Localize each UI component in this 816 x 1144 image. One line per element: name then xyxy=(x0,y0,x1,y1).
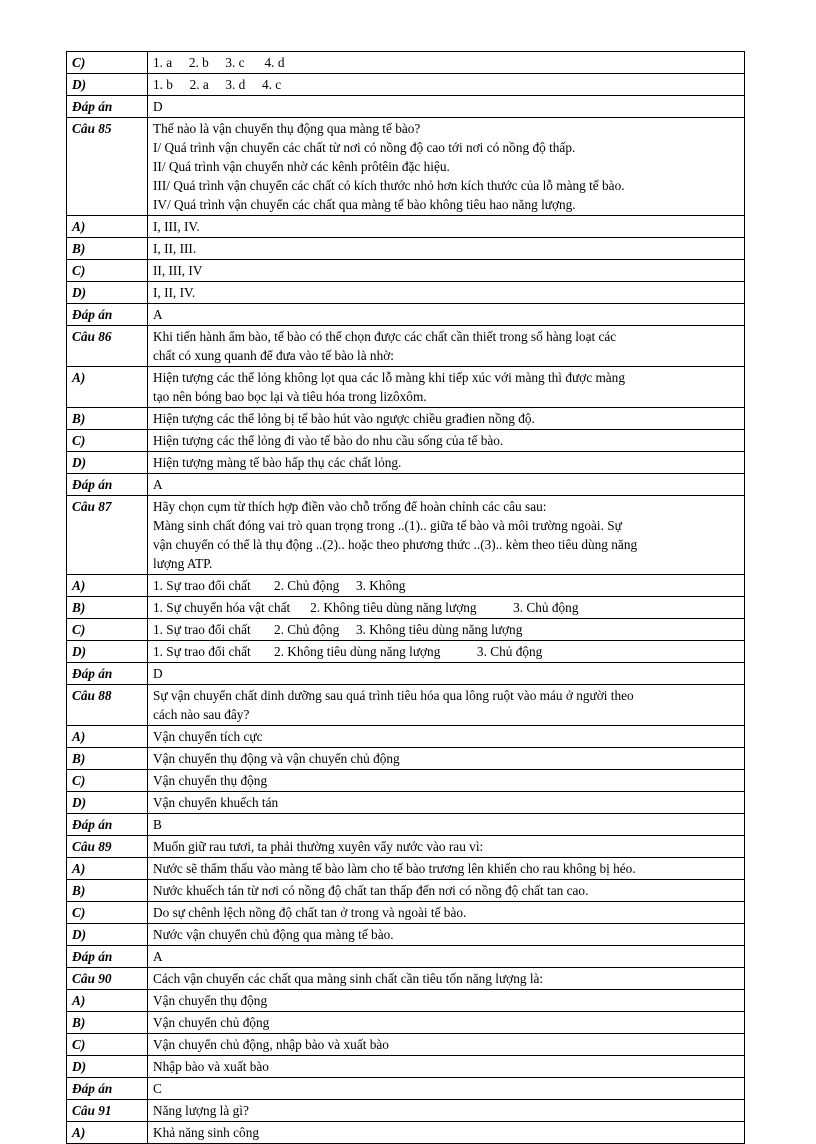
content-line: 1. Sự chuyển hóa vật chất 2. Không tiêu dùng năng lượng 3. Chủ động xyxy=(153,600,579,615)
table-row xyxy=(67,430,745,452)
content-line: IV/ Quá trình vận chuyển các chất qua màng tế bào không tiêu hao năng lượng. xyxy=(153,197,576,212)
content-line: Sự vận chuyển chất dinh dưỡng sau quá trình tiêu hóa qua lông ruột vào máu ở người theo xyxy=(153,688,634,703)
row-content xyxy=(148,1012,745,1034)
table-row xyxy=(67,1012,745,1034)
row-content xyxy=(148,858,745,880)
row-label: Đáp án xyxy=(67,946,148,968)
content-line: Năng lượng là gì? xyxy=(153,1103,249,1118)
row-label: A) xyxy=(67,575,148,597)
table-row xyxy=(67,452,745,474)
row-content xyxy=(148,1056,745,1078)
content-line: B xyxy=(153,817,162,832)
row-content xyxy=(148,946,745,968)
content-line: Cách vận chuyển các chất qua màng sinh chất cần tiêu tốn năng lượng là: xyxy=(153,971,544,986)
content-line: Hãy chọn cụm từ thích hợp điền vào chỗ trống để hoàn chỉnh các câu sau: xyxy=(153,499,547,514)
row-label: Câu 91 xyxy=(67,1100,148,1122)
row-label: Đáp án xyxy=(67,1078,148,1100)
row-label: Đáp án xyxy=(67,474,148,496)
quiz-table-body xyxy=(67,52,745,1144)
row-label: A) xyxy=(67,858,148,880)
table-row xyxy=(67,946,745,968)
content-line: vận chuyển có thể là thụ động ..(2).. hoặc theo phương thức ..(3).. kèm theo tiêu dùng năng xyxy=(153,537,638,552)
row-content xyxy=(148,260,745,282)
content-line: III/ Quá trình vận chuyển các chất có kích thước nhỏ hơn kích thước của lỗ màng tế bào. xyxy=(153,178,625,193)
table-row xyxy=(67,792,745,814)
row-label: Đáp án xyxy=(67,814,148,836)
content-line: I, III, IV. xyxy=(153,219,200,234)
content-line: tạo nên bóng bao bọc lại và tiêu hóa trong lizôxôm. xyxy=(153,389,427,404)
content-line: Nước khuếch tán từ nơi có nồng độ chất tan thấp đến nơi có nồng độ chất tan cao. xyxy=(153,883,589,898)
row-content xyxy=(148,770,745,792)
row-content xyxy=(148,663,745,685)
row-label: B) xyxy=(67,748,148,770)
row-content xyxy=(148,814,745,836)
row-content xyxy=(148,619,745,641)
row-label: C) xyxy=(67,430,148,452)
row-label: D) xyxy=(67,282,148,304)
row-label: B) xyxy=(67,597,148,619)
row-content xyxy=(148,430,745,452)
row-content xyxy=(148,216,745,238)
row-label: B) xyxy=(67,1012,148,1034)
content-line: A xyxy=(153,477,163,492)
row-label: Câu 87 xyxy=(67,496,148,575)
table-row xyxy=(67,367,745,408)
row-content xyxy=(148,496,745,575)
table-row xyxy=(67,1034,745,1056)
table-row xyxy=(67,52,745,74)
row-content xyxy=(148,74,745,96)
row-label: D) xyxy=(67,74,148,96)
content-line: Thế nào là vận chuyển thụ động qua màng tế bào? xyxy=(153,121,421,136)
row-label: B) xyxy=(67,408,148,430)
table-row xyxy=(67,118,745,216)
table-row xyxy=(67,836,745,858)
row-content xyxy=(148,238,745,260)
content-line: Nước vận chuyển chủ động qua màng tế bào. xyxy=(153,927,394,942)
row-label: C) xyxy=(67,619,148,641)
content-line: Vận chuyển tích cực xyxy=(153,729,263,744)
table-row xyxy=(67,575,745,597)
content-line: chất có xung quanh để đưa vào tế bào là nhờ: xyxy=(153,348,394,363)
content-line: Do sự chênh lệch nồng độ chất tan ở trong và ngoài tế bào. xyxy=(153,905,467,920)
row-content xyxy=(148,968,745,990)
row-content xyxy=(148,726,745,748)
content-line: Hiện tượng các thể lỏng không lọt qua các lỗ màng khi tiếp xúc với màng thì được màng xyxy=(153,370,625,385)
row-label: C) xyxy=(67,1034,148,1056)
row-label: D) xyxy=(67,452,148,474)
table-row xyxy=(67,968,745,990)
table-row xyxy=(67,408,745,430)
content-line: Màng sinh chất đóng vai trò quan trọng trong ..(1).. giữa tế bào và môi trường ngoài. Sự xyxy=(153,518,622,533)
table-row xyxy=(67,880,745,902)
table-row xyxy=(67,260,745,282)
table-row xyxy=(67,474,745,496)
row-content xyxy=(148,408,745,430)
content-line: Muốn giữ rau tươi, ta phải thường xuyên vẩy nước vào rau vì: xyxy=(153,839,484,854)
content-line: A xyxy=(153,307,163,322)
table-row xyxy=(67,496,745,575)
table-row xyxy=(67,770,745,792)
table-row xyxy=(67,304,745,326)
content-line: Vận chuyển thụ động xyxy=(153,773,268,788)
row-label: Đáp án xyxy=(67,663,148,685)
content-line: Hiện tượng màng tế bào hấp thụ các chất lỏng. xyxy=(153,455,402,470)
row-content xyxy=(148,836,745,858)
table-row xyxy=(67,902,745,924)
row-content xyxy=(148,902,745,924)
row-label: C) xyxy=(67,52,148,74)
row-label: Đáp án xyxy=(67,304,148,326)
table-row xyxy=(67,726,745,748)
row-content xyxy=(148,575,745,597)
row-content xyxy=(148,326,745,367)
content-line: I/ Quá trình vận chuyển các chất từ nơi có nồng độ cao tới nơi có nồng độ thấp. xyxy=(153,140,576,155)
row-label: D) xyxy=(67,641,148,663)
row-label: D) xyxy=(67,924,148,946)
table-row xyxy=(67,924,745,946)
row-label: Câu 89 xyxy=(67,836,148,858)
row-label: B) xyxy=(67,880,148,902)
table-row xyxy=(67,1122,745,1144)
content-line: Hiện tượng các thể lỏng bị tế bào hút vào ngược chiều građien nồng độ. xyxy=(153,411,535,426)
table-row xyxy=(67,663,745,685)
row-content xyxy=(148,304,745,326)
table-row xyxy=(67,216,745,238)
row-label: A) xyxy=(67,990,148,1012)
table-row xyxy=(67,326,745,367)
content-line: Nước sẽ thẩm thấu vào màng tế bào làm cho tế bào trương lên khiến cho rau không bị héo. xyxy=(153,861,636,876)
content-line: I, II, III. xyxy=(153,241,197,256)
row-content xyxy=(148,118,745,216)
row-label: Câu 86 xyxy=(67,326,148,367)
content-line: II/ Quá trình vận chuyển nhờ các kênh prôtêin đặc hiệu. xyxy=(153,159,450,174)
content-line: Vận chuyển chủ động xyxy=(153,1015,270,1030)
content-line: 1. Sự trao đổi chất 2. Không tiêu dùng năng lượng 3. Chủ động xyxy=(153,644,543,659)
content-line: C xyxy=(153,1081,162,1096)
content-line: Vận chuyển khuếch tán xyxy=(153,795,279,810)
row-label: A) xyxy=(67,216,148,238)
row-label: A) xyxy=(67,726,148,748)
table-row xyxy=(67,858,745,880)
table-row xyxy=(67,74,745,96)
row-content xyxy=(148,1034,745,1056)
table-row xyxy=(67,1056,745,1078)
row-label: B) xyxy=(67,238,148,260)
table-row xyxy=(67,641,745,663)
row-content xyxy=(148,474,745,496)
content-line: Vận chuyển thụ động và vận chuyển chủ động xyxy=(153,751,400,766)
row-content xyxy=(148,452,745,474)
row-label: C) xyxy=(67,770,148,792)
table-row xyxy=(67,282,745,304)
quiz-document xyxy=(66,51,745,1144)
content-line: Nhập bào và xuất bào xyxy=(153,1059,269,1074)
quiz-table xyxy=(66,51,745,1144)
row-content xyxy=(148,96,745,118)
content-line: II, III, IV xyxy=(153,263,203,278)
table-row xyxy=(67,619,745,641)
row-label: D) xyxy=(67,1056,148,1078)
content-line: A xyxy=(153,949,163,964)
content-line: 1. b 2. a 3. d 4. c xyxy=(153,77,282,92)
row-content xyxy=(148,748,745,770)
table-row xyxy=(67,597,745,619)
table-row xyxy=(67,238,745,260)
row-label: Câu 85 xyxy=(67,118,148,216)
row-label: C) xyxy=(67,902,148,924)
table-row xyxy=(67,1078,745,1100)
row-content xyxy=(148,880,745,902)
row-label: C) xyxy=(67,260,148,282)
row-content xyxy=(148,597,745,619)
content-line: Khi tiến hành ẩm bào, tế bào có thể chọn được các chất cần thiết trong số hàng loạt các xyxy=(153,329,617,344)
content-line: lượng ATP. xyxy=(153,556,213,571)
row-content xyxy=(148,1100,745,1122)
content-line: 1. Sự trao đổi chất 2. Chủ động 3. Không tiêu dùng năng lượng xyxy=(153,622,523,637)
table-row xyxy=(67,990,745,1012)
row-label: Câu 88 xyxy=(67,685,148,726)
content-line: D xyxy=(153,99,163,114)
content-line: 1. Sự trao đổi chất 2. Chủ động 3. Không xyxy=(153,578,406,593)
row-label: A) xyxy=(67,367,148,408)
row-content xyxy=(148,367,745,408)
content-line: Vận chuyển chủ động, nhập bào và xuất bào xyxy=(153,1037,389,1052)
row-content xyxy=(148,924,745,946)
table-row xyxy=(67,96,745,118)
content-line: cách nào sau đây? xyxy=(153,707,250,722)
content-line: D xyxy=(153,666,163,681)
row-content xyxy=(148,1122,745,1144)
row-content xyxy=(148,792,745,814)
content-line: I, II, IV. xyxy=(153,285,196,300)
row-content xyxy=(148,990,745,1012)
row-content xyxy=(148,52,745,74)
table-row xyxy=(67,685,745,726)
content-line: Khả năng sinh công xyxy=(153,1125,259,1140)
row-content xyxy=(148,1078,745,1100)
row-label: A) xyxy=(67,1122,148,1144)
row-label: Đáp án xyxy=(67,96,148,118)
row-content xyxy=(148,282,745,304)
content-line: 1. a 2. b 3. c 4. d xyxy=(153,55,285,70)
row-label: Câu 90 xyxy=(67,968,148,990)
table-row xyxy=(67,814,745,836)
row-content xyxy=(148,641,745,663)
table-row xyxy=(67,748,745,770)
content-line: Hiện tượng các thể lỏng đi vào tế bào do nhu cầu sống của tế bào. xyxy=(153,433,504,448)
row-label: D) xyxy=(67,792,148,814)
content-line: Vận chuyển thụ động xyxy=(153,993,268,1008)
table-row xyxy=(67,1100,745,1122)
row-content xyxy=(148,685,745,726)
